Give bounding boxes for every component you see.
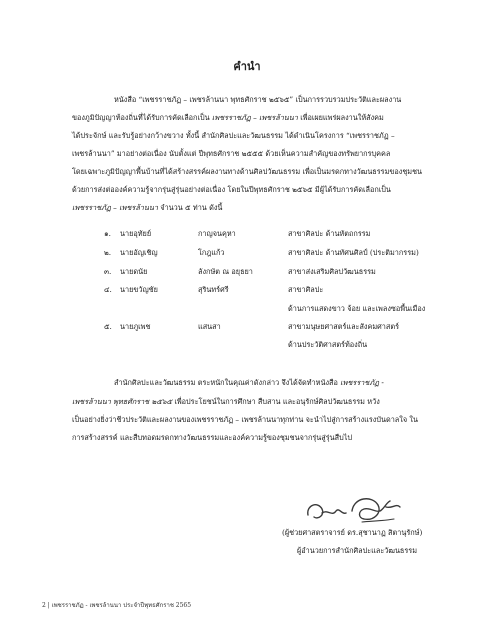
list-number: ๓. (104, 267, 112, 276)
list-number: ๑. (104, 229, 111, 238)
awardee-last-name: ลังกษัต ณ อยุธยา (198, 267, 253, 276)
awardee-field-detail: ด้านประวัติศาสตร์ท้องถิ่น (288, 340, 368, 349)
text: เพื่อประโยชน์ในการศึกษา สืบสาน และอนุรักษ์ศิลปวัฒนธรรม หวัง (172, 397, 380, 406)
closing-line-3 (72, 415, 418, 424)
text: เป็นอย่างยิ่งว่าชีวประวัติและผลงานของเพชรราชภัฏ – เพชรล้านนาทุกท่าน จะนำไปสู่การสร้างแรงบันดาลใจ ใน (72, 415, 418, 424)
awardee-first-name: นายภูเพช (120, 322, 151, 331)
text: ด้วยการส่งต่อองค์ความรู้จากรุ่นสู่รุ่นอย่างต่อเนื่อง โดยในปีพุทธศักราช ๒๕๖๕ มีผู้ได้รับการคัดเลือกเป็น (72, 185, 391, 194)
text: จำนวน ๕ ท่าน ดังนี้ (157, 203, 223, 212)
awardee-field: สาขามนุษยศาสตร์และสังคมศาสตร์ (288, 322, 400, 331)
text: เพชรล้านนา” มาอย่างต่อเนื่อง นับตั้งแต่ ปีพุทธศักราช ๒๕๕๕ ด้วยเห็นความสำคัญของทรัพยากรบุคคล (72, 149, 391, 158)
awardee-field-detail: ด้านการแสดงขาว จ้อย และเพลงซอพื้นเมือง (288, 304, 426, 313)
text: ได้ประจักษ์ และรับรู้อย่างกว้างขวาง ทั้งนี้ สำนักศิลปะและวัฒนธรรม ได้ดำเนินโครงการ “เพชรราชภัฏ – (72, 131, 395, 140)
awardee-last-name: โกฎแก้ว (198, 248, 225, 257)
list-number: ๒. (104, 248, 112, 257)
signer-title: ผู้อำนวยการสำนักศิลปะและวัฒนธรรม (297, 546, 418, 555)
awardee-field: สาขาศิลปะ ด้านทัศนศิลป์ (ประติมากรรม) (288, 248, 419, 257)
signature-image (302, 491, 412, 529)
italic-text: เพชรราชภัฏ – เพชรล้านนา (211, 113, 298, 122)
awardee-field: สาขาส่งเสริมศิลปวัฒนธรรม (288, 267, 376, 276)
page-footer: 2 | เพชรราชภัฏ - เพชรล้านนา ประจำปีพุทธศักราช 2565 (42, 602, 192, 609)
page-title: คำนำ (233, 60, 261, 73)
intro-line-4 (72, 149, 390, 158)
list-number: ๕. (104, 322, 112, 331)
italic-text: เพชรราชภัฏ – เพชรล้านนา (72, 203, 158, 212)
closing-line-2 (72, 397, 380, 406)
italic-text: เพชรล้านนา พุทธศักราช ๒๕๖๕ (72, 397, 173, 406)
text: เพื่อเผยแพร่ผลงานให้สังคม (297, 113, 384, 122)
text: สำนักศิลปะและวัฒนธรรม ตระหนักในคุณค่าดังกล่าว จึงได้จัดทำหนังสือ (114, 378, 341, 387)
text: โดยเฉพาะภูมิปัญญาพื้นบ้านที่ได้สร้างสรรค์ผลงานทางด้านศิลปวัฒนธรรม เพื่อเป็นมรดกทางวัฒนธรรมของชุมชน (72, 167, 423, 176)
awardee-field: สาขาศิลปะ ด้านหัตถกรรม (288, 229, 371, 238)
italic-text: เพชรราชภัฏ - (340, 378, 384, 387)
text: หนังสือ “เพชรราชภัฏ – เพชรล้านนา พุทธศักราช ๒๕๖๕” เป็นการรวบรวมประวัติและผลงาน (114, 95, 402, 104)
intro-line-5 (72, 167, 422, 176)
closing-line-4 (72, 433, 352, 442)
awardee-last-name: กาญจนคุหา (198, 229, 236, 238)
text: ของภูมิปัญญาท้องถิ่นที่ได้รับการคัดเลือกเป็น (72, 113, 212, 122)
intro-line-3 (72, 131, 395, 140)
intro-line-1 (114, 95, 401, 104)
awardee-last-name: แสนสา (198, 322, 221, 331)
intro-line-7 (72, 203, 222, 212)
awardee-first-name: นายดนัย (120, 267, 148, 276)
awardee-first-name: นายอุทัยย์ (120, 229, 152, 238)
awardee-field: สาขาศิลปะ (288, 285, 324, 294)
list-number: ๔. (104, 285, 112, 294)
awardee-last-name: สุรินทร์ศรี (198, 285, 229, 294)
text: การสร้างสรรค์ และสืบทอดมรดกทางวัฒนธรรมและองค์ความรู้ของชุมชนจากรุ่นสู่รุ่นสืบไป (72, 433, 353, 442)
awardee-first-name: นายอัญเชิญ (120, 248, 158, 257)
intro-line-2 (72, 113, 384, 122)
signer-name: (ผู้ช่วยศาสตราจารย์ ดร.สุชานาฏ สิตานุรักษ์) (282, 528, 423, 537)
intro-line-6 (72, 185, 391, 194)
closing-line-1 (114, 378, 384, 387)
awardee-first-name: นายขวัญชัย (120, 285, 158, 294)
